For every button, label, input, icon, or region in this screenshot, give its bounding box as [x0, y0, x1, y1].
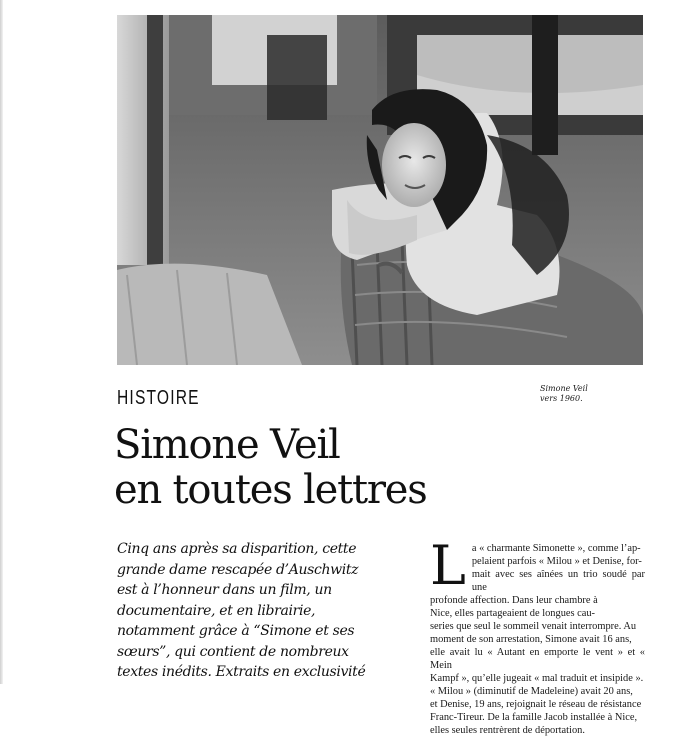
- drop-cap: L: [430, 534, 466, 597]
- body-line: elles seules rentrèrent de déportation.: [430, 725, 585, 736]
- body-line: mait avec ses aînées un trio soudé par une: [471, 569, 645, 593]
- article-title-line-2: en toutes lettres: [114, 467, 427, 513]
- portrait-photo: [117, 15, 643, 365]
- article-body: [430, 534, 645, 737]
- body-line: « Milou » (diminutif de Madeleine) avait 20 ans,: [430, 686, 633, 697]
- article-title-line-1: Simone Veil: [114, 422, 340, 468]
- body-line: moment de son arrestation, Simone avait 16 ans,: [430, 634, 632, 645]
- caption-line-2: vers 1960.: [540, 394, 583, 403]
- body-line: pelaient parfois « Milou » et Denise, for-: [471, 556, 642, 567]
- body-line: profonde affection. Dans leur chambre à: [430, 595, 598, 606]
- portrait-photo-image: [117, 15, 643, 365]
- body-line: series que seul le sommeil venait interrompre. Au: [430, 621, 637, 632]
- photo-caption: [540, 384, 640, 404]
- body-line: Kampf », qu’elle jugeait « mal traduit et insipide ».: [430, 673, 644, 684]
- body-line: Nice, elles partageaient de longues cau-: [430, 608, 596, 619]
- body-line: et Denise, 19 ans, rejoignait le réseau de résistance: [430, 699, 642, 710]
- body-line: Franc-Tireur. De la famille Jacob installée à Nice,: [430, 712, 638, 723]
- caption-line-1: Simone Veil: [540, 384, 588, 393]
- body-line: a « charmante Simonette », comme l’ap-: [471, 543, 641, 554]
- article-lede: Cinq ans après sa disparition, cette grande dame rescapée d’Auschwitz est à l’honneur dans un film, un documentaire, et en librairie, notamment grâce à “Simone et ses sœurs”, qui contient de nombreux textes inédits. Extraits en exclusivité: [117, 541, 366, 680]
- body-line: elle avait lu « Autant en emporte le vent » et « Mein: [430, 647, 645, 671]
- page-edge: [0, 0, 3, 684]
- section-rubric: HISTOIRE: [117, 387, 200, 409]
- article-title: [114, 423, 674, 513]
